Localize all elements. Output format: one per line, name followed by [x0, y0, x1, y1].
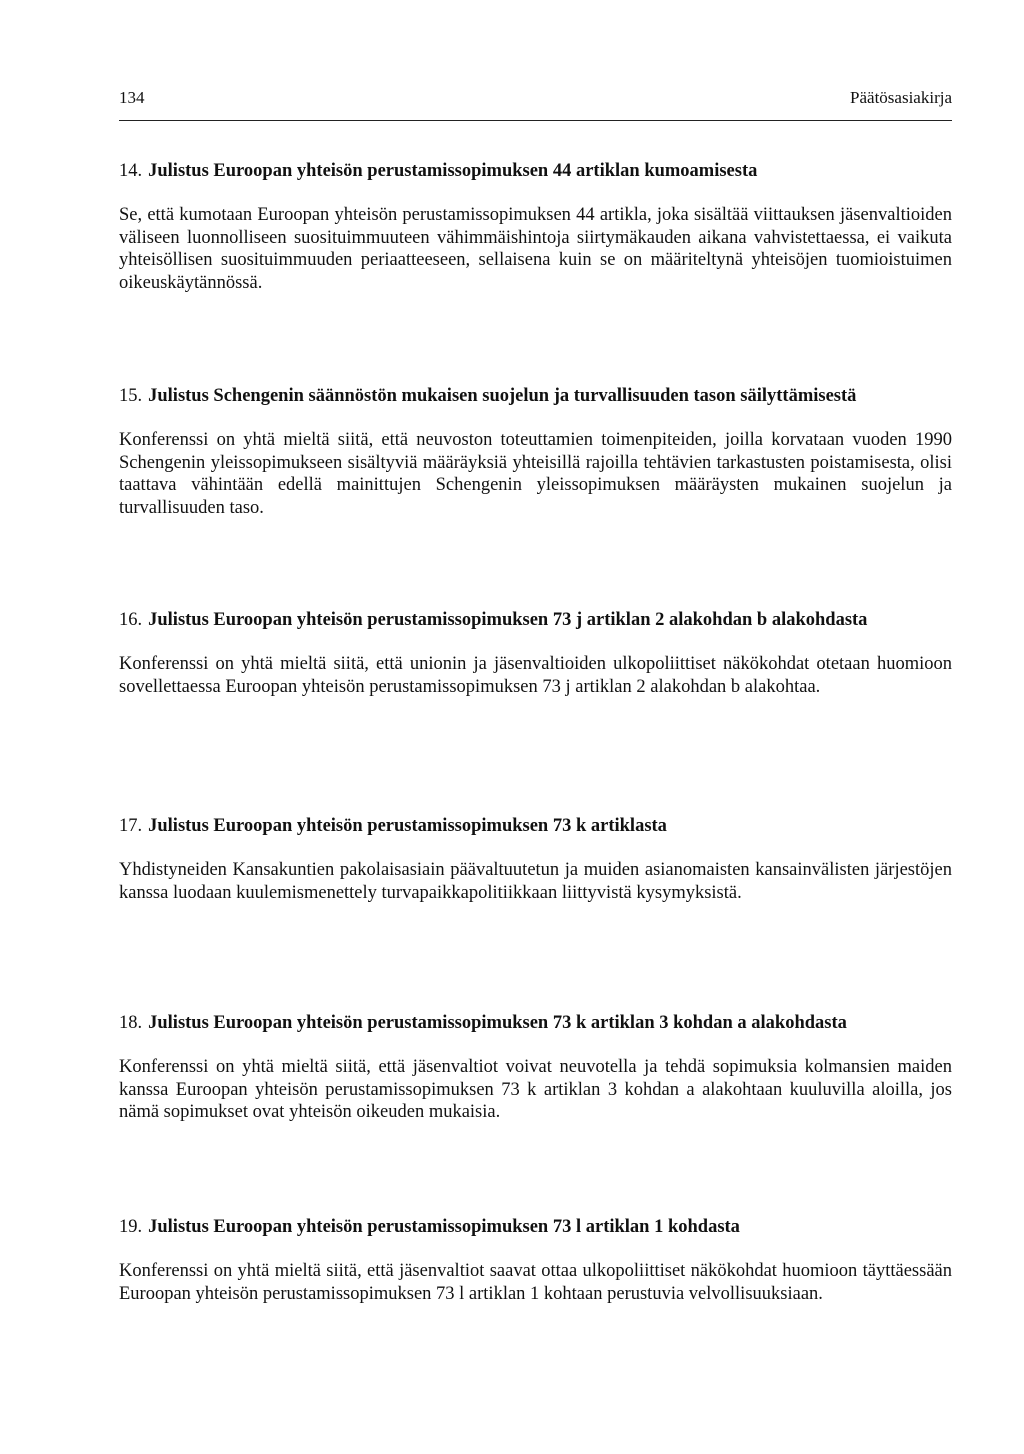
declaration-heading: [119, 158, 952, 184]
declaration-19: [119, 1214, 952, 1305]
declaration-title: Julistus Schengenin säännöstön mukaisen suojelun ja turvallisuuden tason säilyttämisestä: [148, 386, 857, 406]
declaration-number: 16.: [119, 610, 143, 630]
declaration-number: 14.: [119, 161, 143, 181]
declaration-18: [119, 1010, 952, 1124]
page-header: [119, 88, 952, 114]
header-divider: [119, 120, 952, 121]
page-number: 134: [119, 88, 145, 107]
declaration-17: [119, 813, 952, 904]
declaration-title: Julistus Euroopan yhteisön perustamissopimuksen 73 k artiklasta: [148, 816, 667, 836]
declaration-number: 17.: [119, 816, 143, 836]
declaration-body: Yhdistyneiden Kansakuntien pakolaisasiain päävaltuutetun ja muiden asianomaisten kansainvälisten järjestöjen kanssa luodaan kuulemismenettely turvapaikkapolitiikkaan liittyvistä kysymyksistä.: [119, 860, 952, 903]
declaration-title: Julistus Euroopan yhteisön perustamissopimuksen 73 l artiklan 1 kohdasta: [148, 1217, 740, 1237]
declaration-number: 18.: [119, 1013, 143, 1033]
declaration-heading: [119, 383, 952, 409]
declaration-body: Konferenssi on yhtä mieltä siitä, että neuvoston toteuttamien toimenpiteiden, joilla korvataan vuoden 1990 Schengenin yleissopimukseen sisältyviä määräyksiä yhteisillä rajoilla tehtävien tarkastusten poistamisesta, olisi taattava vähintään edellä mainittujen Schengenin yleissopimuksen määräysten mukainen suojelun ja turvallisuuden taso.: [119, 430, 952, 518]
declaration-heading: [119, 1010, 952, 1036]
declaration-body: Konferenssi on yhtä mieltä siitä, että jäsenvaltiot voivat neuvotella ja tehdä sopimuksia kolmansien maiden kanssa Euroopan yhteisön perustamissopimuksen 73 k artiklan 3 kohdan a alakohtaan kuuluvilla aloilla, jos nämä sopimukset ovat yhteisön oikeuden mukaisia.: [119, 1057, 952, 1123]
declaration-heading: [119, 813, 952, 839]
declaration-body: Konferenssi on yhtä mieltä siitä, että jäsenvaltiot saavat ottaa ulkopoliittiset näkökohdat huomioon täyttäessään Euroopan yhteisön perustamissopimuksen 73 l artiklan 1 kohtaan perustuvia velvollisuuksiaan.: [119, 1261, 952, 1304]
declaration-15: [119, 383, 952, 519]
declaration-14: [119, 158, 952, 294]
declaration-body: Se, että kumotaan Euroopan yhteisön perustamissopimuksen 44 artikla, joka sisältää viittauksen jäsenvaltioiden väliseen luonnolliseen suosituimmuuteen vähimmäishintoja siirtymäkauden aikana vahvistettaessa, ei vaikuta yhteisöllisen suosituimmuuden periaatteeseen, sellaisena kuin se on määriteltynä yhteisöjen tuomioistuimen oikeuskäytännössä.: [119, 205, 952, 293]
declaration-body: Konferenssi on yhtä mieltä siitä, että unionin ja jäsenvaltioiden ulkopoliittiset näkökohdat otetaan huomioon sovellettaessa Euroopan yhteisön perustamissopimuksen 73 j artiklan 2 alakohdan b alakohtaa.: [119, 654, 952, 697]
declaration-number: 19.: [119, 1217, 143, 1237]
declaration-heading: [119, 607, 952, 633]
declaration-title: Julistus Euroopan yhteisön perustamissopimuksen 73 k artiklan 3 kohdan a alakohdasta: [148, 1013, 847, 1033]
running-title: Päätösasiakirja: [850, 88, 952, 107]
declaration-heading: [119, 1214, 952, 1240]
declaration-title: Julistus Euroopan yhteisön perustamissopimuksen 44 artiklan kumoamisesta: [148, 161, 758, 181]
declaration-number: 15.: [119, 386, 143, 406]
declaration-title: Julistus Euroopan yhteisön perustamissopimuksen 73 j artiklan 2 alakohdan b alakohdasta: [148, 610, 868, 630]
declaration-16: [119, 607, 952, 698]
